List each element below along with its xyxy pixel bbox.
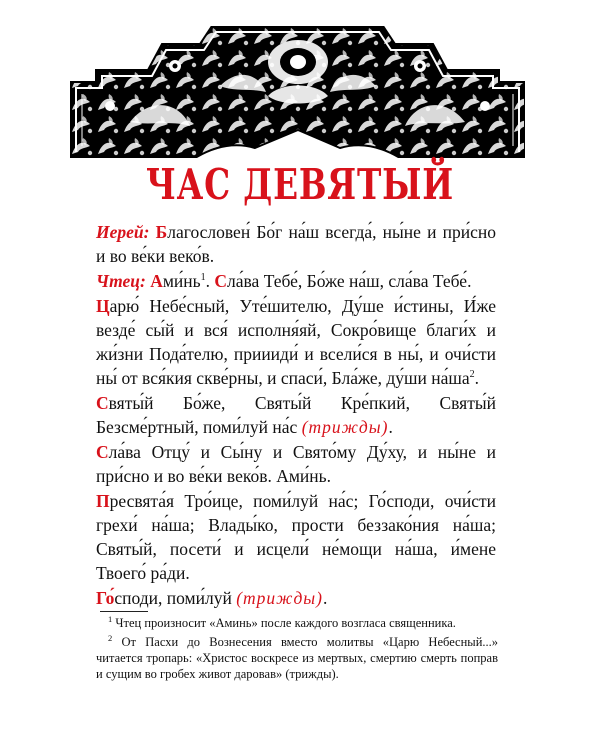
reader-role: Чтец: <box>96 271 146 291</box>
prayer-text: ла́ва Отцу́ и Сы́ну и Свято́му Ду́ху, и ны́не и при́сно и во ве́ки веко́в. Ами́нь. <box>96 442 496 486</box>
prayer-trisagion <box>96 391 496 439</box>
priest-line <box>96 220 496 268</box>
punctuation: . <box>322 588 328 608</box>
drop-initial: Ц <box>96 296 110 316</box>
footnote-number: 2 <box>108 632 113 643</box>
prayer-text: споди, поми́луй <box>114 588 232 608</box>
footnote-divider <box>100 611 148 612</box>
punctuation: . <box>474 368 479 388</box>
service-text <box>96 220 496 611</box>
prayer-heavenly-king <box>96 294 496 390</box>
footnote-text: Чтец произносит «Аминь» после каждого возгласа священника. <box>115 616 456 630</box>
floral-headpiece-ornament <box>70 26 525 158</box>
reader-amen: ми́нь <box>162 271 201 291</box>
priest-role: Иерей: <box>96 222 150 242</box>
drop-initial: П <box>96 491 110 511</box>
prayer-text: ресвята́я Тро́ице, поми́луй на́с; Го́споди, очи́сти грехи́ на́ша; Влады́ко, прости беззако́ния на́ша; Святы́й, посети́ и исцели́ не́мощи на́ша, и́мене Твоего́ ра́ди. <box>96 491 496 583</box>
rubric-thrice: (трижды) <box>301 417 389 437</box>
prayer-text: арю́ Небе́сный, Уте́шителю, Ду́ше и́стины, И́же везде́ сы́й и вся́ исполня́яй, Сокро́вище благи́х и жи́зни Пода́телю, приииди́ и всели́ся в ны́, и очи́сти ны́ от вся́кия скве́рны, и спаси́, Бла́же, ду́ши на́ша <box>96 296 496 388</box>
footnote-ref-1: 1 <box>200 272 206 284</box>
drop-initial: С <box>96 442 109 462</box>
drop-initial: Б <box>155 222 168 242</box>
drop-initial: С <box>214 271 228 291</box>
drop-initial: С <box>96 393 109 413</box>
footnote-number: 1 <box>108 613 113 624</box>
prayer-text: вяты́й Бо́же, Святы́й Кре́пкий, Святы́й Безсме́ртный, поми́луй на́с <box>96 393 496 437</box>
footnote-ref-2: 2 <box>469 369 475 381</box>
rubric-thrice: (трижды) <box>236 588 323 608</box>
footnote-text: От Пасхи до Вознесения вместо молитвы «Царю Небесный...» читается тропарь: «Христос воскресе из мертвых, смертию смерть поправ и сущим во гробех живот даровав» (трижды). <box>96 635 499 681</box>
drop-initial: А <box>150 271 163 291</box>
reader-line <box>96 269 496 293</box>
prayer-kyrie <box>96 586 496 610</box>
punctuation: . <box>205 271 210 291</box>
drop-initial: Го́ <box>96 588 115 608</box>
prayer-glory <box>96 440 496 488</box>
punctuation: . <box>388 417 393 437</box>
footnotes <box>96 615 498 685</box>
reader-glory: ла́ва Тебе́, Бо́же на́ш, сла́ва Тебе́. <box>227 271 472 291</box>
prayer-trinity <box>96 489 496 585</box>
footnote-1 <box>96 615 498 631</box>
page-title: ЧАС ДЕВЯТЫЙ <box>145 160 455 209</box>
footnote-2 <box>96 634 498 682</box>
priest-text: лагословен́ Бо́г на́ш всегда́, ны́не и при́сно и во ве́ки веко́в. <box>96 222 496 266</box>
